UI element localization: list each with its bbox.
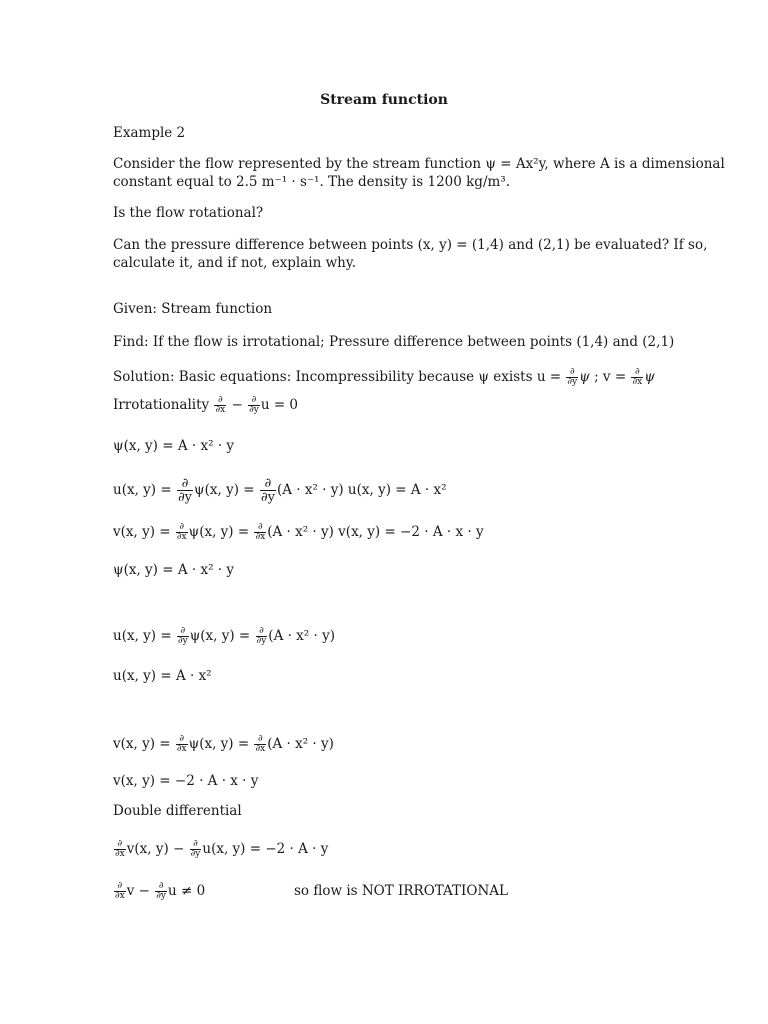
partial-y-fraction: $\frac{\partial}{\partial y}$	[256, 626, 267, 646]
curl-equation: $\frac{\partial}{\partial x}$ v(x, y) − $\frac{\partial}{\partial y}$ u(x, y) = −2 · A · y	[115, 839, 329, 859]
partial-x-fraction: $\frac{\partial}{\partial x}$	[115, 881, 125, 901]
v-def-lhs: v =	[602, 369, 627, 385]
partial-y-fraction: $\frac{\partial}{\partial y}$	[156, 881, 167, 901]
irrotationality-line: Irrotationality $\frac{\partial}{\partial x}$ − $\frac{\partial}{\partial y}$ u = 0	[113, 395, 299, 415]
partial-x-fraction: $\frac{\partial}{\partial x}$	[176, 734, 187, 754]
partial-y-fraction: $\frac{\partial}{\partial y}$	[190, 839, 201, 859]
psi-symbol: ψ	[644, 369, 655, 385]
conclusion-text: so flow is NOT IRROTATIONAL	[294, 883, 508, 899]
u-def-lhs: u =	[536, 369, 562, 385]
v-equation: v(x, y) = $\frac{\partial}{\partial x}$ ψ(x, y) = $\frac{\partial}{\partial x}$ (A · x² · y) v(x, y) = −2 · A · x · y	[113, 522, 484, 542]
psi-definition-2: ψ(x, y) = A · x² · y	[113, 562, 234, 578]
partial-y-fraction: $\frac{\partial}{\partial y}$	[249, 395, 259, 415]
partial-x-fraction: $\frac{\partial}{\partial x}$	[215, 395, 226, 415]
example-label: Example 2	[113, 125, 186, 141]
problem-line-1: Consider the flow represented by the stream function ψ = Ax²y, where A is a dimensional	[113, 156, 725, 172]
v-equation-2: v(x, y) = $\frac{\partial}{\partial x}$ ψ(x, y) = $\frac{\partial}{\partial x}$ (A · x² · y)	[113, 734, 334, 754]
psi-definition: ψ(x, y) = A · x² · y	[113, 438, 234, 454]
question-1: Is the flow rotational?	[113, 205, 264, 221]
u-equation: u(x, y) = $\frac{\partial}{\partial y}$ ψ(x, y) = $\frac{\partial}{\partial y}$ (A · x² · y) u(x, y) = A · x²	[113, 476, 447, 505]
irrotationality-label: Irrotationality	[113, 397, 210, 413]
partial-y-fraction: $\frac{\partial}{\partial y}$	[260, 476, 275, 505]
partial-x-fraction: $\frac{\partial}{\partial x}$	[176, 522, 187, 542]
given-line: Given: Stream function	[113, 301, 273, 317]
separator: ;	[594, 369, 599, 385]
u-result: u(x, y) = A · x²	[113, 668, 212, 684]
question-2-line-1: Can the pressure difference between points (x, y) = (1,4) and (2,1) be evaluated? If so,	[113, 237, 708, 253]
solution-intro: Solution: Basic equations: Incompressibility because ψ exists	[113, 369, 533, 385]
partial-x-fraction: $\frac{\partial}{\partial x}$	[255, 522, 266, 542]
partial-x-fraction: $\frac{\partial}{\partial x}$	[255, 734, 266, 754]
partial-y-fraction: $\frac{\partial}{\partial y}$	[177, 476, 193, 505]
partial-x-fraction: $\frac{\partial}{\partial x}$	[115, 839, 125, 859]
find-line: Find: If the flow is irrotational; Pressure difference between points (1,4) and (2,1)	[113, 334, 675, 350]
problem-line-2: constant equal to 2.5 m⁻¹ · s⁻¹. The density is 1200 kg/m³.	[113, 174, 510, 190]
question-2-line-2: calculate it, and if not, explain why.	[113, 255, 356, 271]
double-differential-label: Double differential	[113, 803, 242, 819]
partial-x-fraction: $\frac{\partial}{\partial x}$	[632, 367, 643, 387]
partial-y-fraction: $\frac{\partial}{\partial y}$	[177, 626, 188, 646]
u-equation-2: u(x, y) = $\frac{\partial}{\partial y}$ ψ(x, y) = $\frac{\partial}{\partial y}$ (A · x² · y)	[113, 626, 335, 646]
psi-symbol: ψ	[579, 369, 590, 385]
irrotationality-tail: u = 0	[260, 397, 299, 413]
partial-y-fraction: $\frac{\partial}{\partial y}$	[567, 367, 578, 387]
final-inequality: $\frac{\partial}{\partial x}$ v − $\frac{\partial}{\partial y}$ u ≠ 0	[115, 881, 206, 901]
solution-line	[113, 368, 655, 387]
page-title: Stream function	[320, 92, 448, 108]
v-result: v(x, y) = −2 · A · x · y	[113, 773, 259, 789]
